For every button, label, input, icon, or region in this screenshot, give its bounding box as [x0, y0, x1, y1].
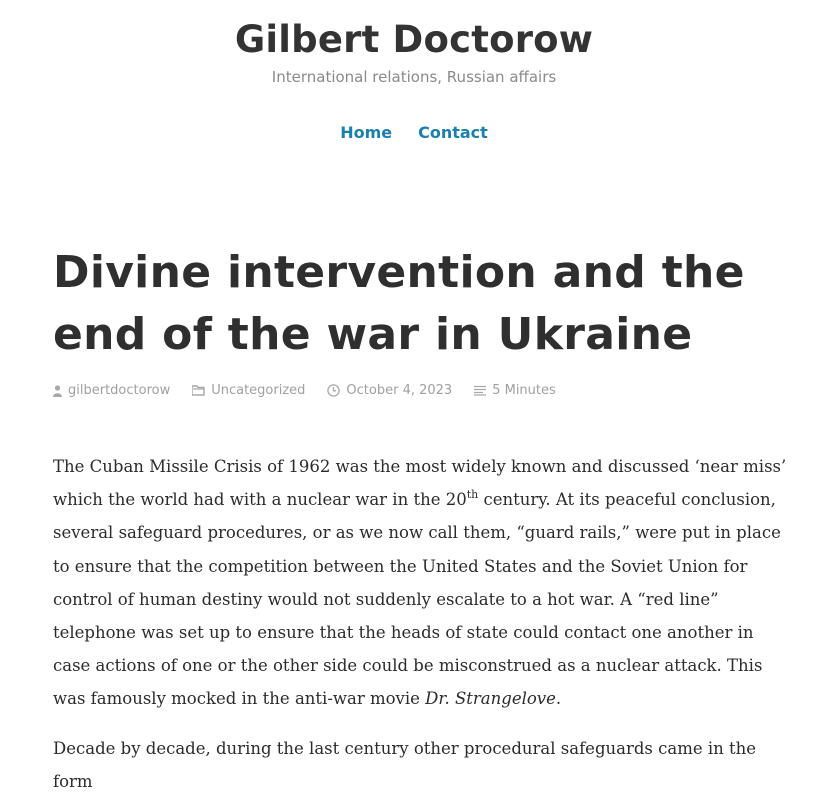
nav-home-link[interactable]: Home: [340, 123, 393, 142]
site-title: [0, 0, 828, 62]
list-icon: [474, 385, 486, 396]
paragraph-2: Decade by decade, during the last century other procedural safeguards came in the form: [53, 738, 757, 791]
site-title-link[interactable]: Gilbert Doctorow: [234, 18, 594, 61]
post-category[interactable]: [192, 383, 305, 398]
post-title: Divine intervention and the end of the war in Ukraine: [53, 247, 745, 360]
post-read-time: [474, 383, 556, 398]
paragraph-1-superscript: th: [466, 487, 479, 501]
paragraph-1-text-b: century. At its peaceful conclusion, several safeguard procedures, or as we now call them, “guard rails,” were put in place to ensure that the competition between the United States and the Soviet Union for control of human destiny would not suddenly escalate to a hot war. A “red line” telephone was set up to ensure that the heads of state could contact one another in case actions of one or the other side could be misconstrued as a nuclear attack. This was famously mocked in the anti-war movie: [53, 490, 781, 709]
main-navigation: [0, 122, 828, 144]
post-article: [0, 242, 828, 798]
paragraph-1-end: .: [555, 689, 562, 709]
post-date[interactable]: [327, 383, 452, 398]
post-meta: [53, 383, 788, 398]
post-read-time-label: 5 Minutes: [492, 383, 556, 398]
site-header: [0, 0, 828, 144]
person-icon: [53, 385, 62, 397]
clock-icon: [327, 384, 340, 397]
post-date-label: October 4, 2023: [346, 383, 453, 398]
paragraph-1: [53, 450, 788, 716]
folder-icon: [192, 385, 205, 396]
site-tagline: International relations, Russian affairs: [271, 68, 557, 86]
movie-title: Dr. Strangelove: [425, 689, 556, 709]
post-category-label: Uncategorized: [211, 383, 306, 398]
post-content: [53, 450, 788, 798]
post-author[interactable]: [53, 383, 170, 398]
nav-contact-link[interactable]: Contact: [418, 123, 488, 142]
paragraph-1-text-a: The Cuban Missile Crisis of 1962 was the most widely known and discussed ‘near miss’ which the world had with a nuclear war in the 20: [53, 457, 787, 510]
post-author-label: gilbertdoctorow: [68, 383, 171, 398]
